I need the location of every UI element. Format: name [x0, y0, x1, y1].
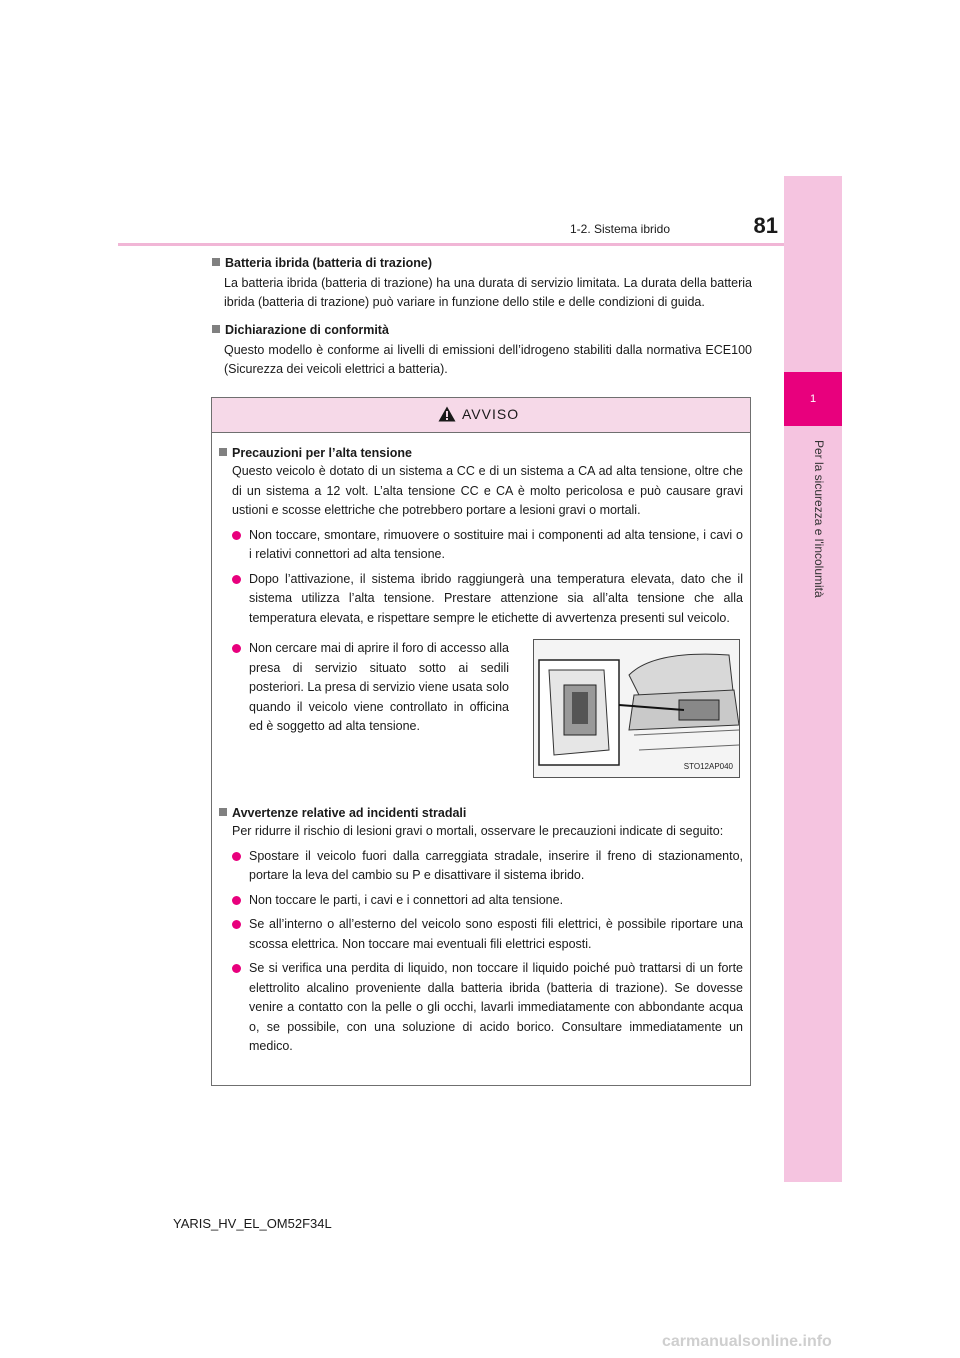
- warning-header: [212, 398, 750, 433]
- chapter-number-tab[interactable]: 1: [784, 372, 842, 426]
- warning-section-title: Precauzioni per l’alta tensione: [232, 446, 412, 460]
- bullet-dot-icon: [232, 964, 241, 973]
- bullet-item: Non toccare, smontare, rimuovere o sostituire mai i componenti ad alta tensione, i cavi o i relativi connettori ad alta tensione.: [232, 526, 743, 565]
- bullet-dot-icon: [232, 531, 241, 540]
- warning-triangle-icon: [438, 406, 456, 422]
- item-body: La batteria ibrida (batteria di trazione) ha una durata di servizio limitata. La durata della batteria ibrida (batteria di trazione) può variare in funzione dello stile e delle condizioni di guida.: [224, 276, 752, 309]
- rear-seat-service-plug-image: [534, 640, 739, 777]
- bullet-item: Se all’interno o all’esterno del veicolo sono esposti fili elettrici, è possibile riportare una scossa elettrica. Non toccare mai eventuali fili elettrici esposti.: [232, 915, 743, 954]
- service-plug-illustration: [533, 639, 740, 778]
- warning-box: [211, 397, 751, 1086]
- bullet-dot-icon: [232, 920, 241, 929]
- section-title: 1-2. Sistema ibrido: [569, 222, 671, 236]
- warning-section: [219, 804, 743, 1057]
- bullet-item: Non toccare le parti, i cavi e i connettori ad alta tensione.: [232, 891, 743, 911]
- bullet-dot-icon: [232, 852, 241, 861]
- item-title: Batteria ibrida (batteria di trazione): [225, 256, 432, 270]
- item-title: Dichiarazione di conformità: [225, 323, 389, 337]
- info-item: [212, 321, 752, 379]
- square-bullet-icon: [219, 448, 227, 456]
- figure-row: [219, 634, 743, 798]
- warning-body: [212, 433, 750, 1057]
- warning-section-title: Avvertenze relative ad incidenti stradali: [232, 806, 467, 820]
- bullet-dot-icon: [232, 896, 241, 905]
- bullet-item: Dopo l’attivazione, il sistema ibrido raggiungerà una temperatura elevata, dato che il sistema utilizza l’alta tensione. Prestare attenzione sia all’alta tensione che alla temperatura elevata, e rispettare sempre le etichette di avvertenza presenti sul veicolo.: [232, 570, 743, 629]
- warning-title: AVVISO: [462, 406, 520, 422]
- chapter-title: Per la sicurezza e l'incolumità: [812, 440, 826, 598]
- square-bullet-icon: [219, 808, 227, 816]
- bullet-item: Se si verifica una perdita di liquido, non toccare il liquido poiché può trattarsi di un forte elettrolito alcalino proveniente dalla batteria ibrida (batteria di trazione). Se dovesse venire a contatto con la pelle o gli occhi, lavarli immediatamente con abbondante acqua o, se possibile, con una soluzione di acido borico. Consultare immediatamente un medico.: [232, 959, 743, 1057]
- item-body: Questo modello è conforme ai livelli di emissioni dell’idrogeno stabiliti dalla normativa ECE100 (Sicurezza dei veicoli elettrici a batteria).: [224, 343, 752, 376]
- bullet-dot-icon: [232, 644, 241, 653]
- square-bullet-icon: [212, 325, 220, 333]
- warning-section-body: Per ridurre il rischio di lesioni gravi o mortali, osservare le precauzioni indicate di seguito:: [232, 824, 724, 838]
- figure-code: STO12AP040: [683, 762, 733, 771]
- header-divider: [118, 243, 784, 246]
- bullet-item: Spostare il veicolo fuori dalla carreggiata stradale, inserire il freno di stazionamento, portare la leva del cambio su P e disattivare il sistema ibrido.: [232, 847, 743, 886]
- bullet-dot-icon: [232, 575, 241, 584]
- document-code: YARIS_HV_EL_OM52F34L: [173, 1216, 332, 1231]
- warning-section-body: Questo veicolo è dotato di un sistema a CC e di un sistema a CA ad alta tensione, oltre che di un sistema a 12 volt. L’alta tensione CC e CA è molto pericolosa e può causare gravi ustioni e scosse elettriche che potrebbero portare a lesioni gravi o mortali.: [232, 464, 743, 517]
- page-number: 81: [753, 213, 778, 238]
- main-content: [212, 254, 752, 388]
- square-bullet-icon: [212, 258, 220, 266]
- info-item: [212, 254, 752, 312]
- warning-section: [219, 444, 743, 798]
- watermark[interactable]: carmanualsonline.info: [662, 1333, 832, 1350]
- bullet-item: Non cercare mai di aprire il foro di accesso alla presa di servizio situato sotto ai sedili posteriori. La presa di servizio viene usata solo quando il veicolo viene controllato in officina ed è soggetto ad alta tensione.: [232, 639, 509, 737]
